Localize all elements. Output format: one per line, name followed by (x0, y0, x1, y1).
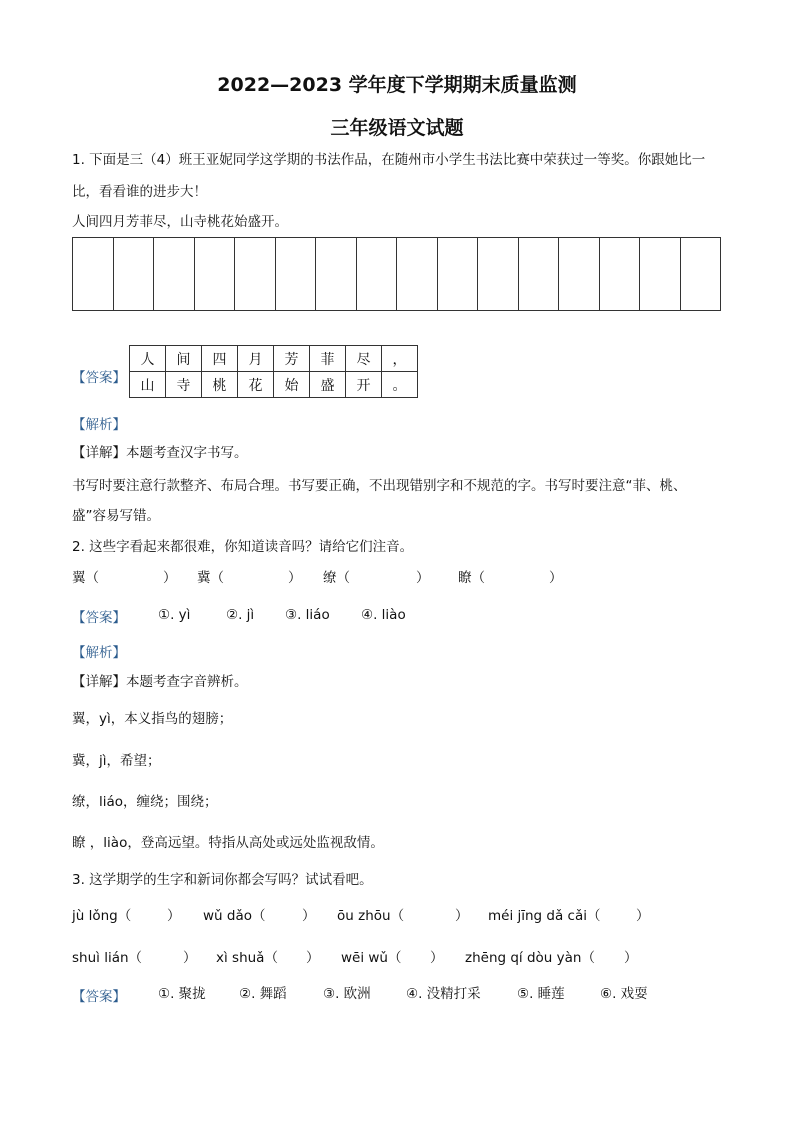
q1-explain-line2: 盛”容易写错。 (72, 508, 160, 524)
q3-pinyin: ōu zhōu（ (337, 908, 405, 924)
q2-answer: ①. yì (158, 607, 191, 623)
answer-cell: 开 (346, 372, 382, 398)
answer-cell: 四 (202, 346, 238, 372)
q1-text-line1: 1. 下面是三（4）班王亚妮同学这学期的书法作品，在随州市小学生书法比赛中荣获过一等奖。你跟她比一 (72, 152, 706, 168)
q3-blank-close: ） (167, 908, 181, 924)
q3-answer: ⑤. 睡莲 (517, 986, 565, 1002)
q2-line: 缭，liáo，缠绕；围绕； (72, 794, 218, 810)
q2-answer: ③. liáo (285, 607, 330, 623)
q3-pinyin: wēi wǔ（ (341, 950, 402, 966)
q2-line: 冀，jì，希望； (72, 753, 161, 769)
answer-cell: 。 (382, 372, 418, 398)
answer-cell: 间 (166, 346, 202, 372)
q2-answer: ④. liào (361, 607, 406, 623)
q2-blank-open: 翼（ (72, 570, 99, 586)
q2-question: 2. 这些字看起来都很难，你知道读音吗？请给它们注音。 (72, 539, 414, 555)
q2-detail: 【详解】本题考查字音辨析。 (72, 674, 248, 690)
answer-cell: 桃 (202, 372, 238, 398)
grid-cell[interactable] (681, 238, 721, 310)
q1-explain-line1: 书写时要注意行款整齐、布局合理。书写要正确，不出现错别字和不规范的字。书写时要注意“菲、桃、 (72, 478, 687, 494)
q3-blank-close: ） (636, 908, 650, 924)
q3-pinyin: xì shuǎ（ (216, 950, 278, 966)
answer-cell: 芳 (274, 346, 310, 372)
q3-blank-close: ） (183, 950, 197, 966)
answer-cell: ， (382, 346, 418, 372)
q3-blank-close: ） (430, 950, 444, 966)
q1-answer-table (129, 345, 418, 398)
q2-blank-close: ） (549, 570, 563, 586)
q2-answer-label: 【答案】 (72, 610, 126, 626)
q2-blank-open: 冀（ (197, 570, 224, 586)
page-title: 2022—2023 学年度下学期期末质量监测 (217, 74, 577, 96)
q3-answer: ⑥. 戏耍 (600, 986, 648, 1002)
q1-analysis-label: 【解析】 (72, 417, 126, 433)
grid-cell[interactable] (640, 238, 681, 310)
grid-cell[interactable] (114, 238, 155, 310)
q2-line: 瞭 ，liào，登高远望。特指从高处或远处监视敌情。 (72, 835, 384, 851)
grid-cell[interactable] (357, 238, 398, 310)
q2-analysis-label: 【解析】 (72, 645, 126, 661)
q3-question: 3. 这学期学的生字和新词你都会写吗？试试看吧。 (72, 872, 373, 888)
grid-cell[interactable] (276, 238, 317, 310)
answer-cell: 月 (238, 346, 274, 372)
answer-cell: 盛 (310, 372, 346, 398)
answer-cell: 尽 (346, 346, 382, 372)
q3-blank-close: ） (306, 950, 320, 966)
q2-blank-close: ） (288, 570, 302, 586)
grid-cell[interactable] (519, 238, 560, 310)
q3-pinyin: méi jīng dǎ cǎi（ (488, 908, 601, 924)
grid-cell[interactable] (73, 238, 114, 310)
q3-answer: ④. 没精打采 (406, 986, 481, 1002)
writing-grid[interactable] (72, 237, 721, 311)
grid-cell[interactable] (438, 238, 479, 310)
answer-cell: 花 (238, 372, 274, 398)
q3-blank-close: ） (624, 950, 638, 966)
q3-answer: ②. 舞蹈 (239, 986, 287, 1002)
q3-answer: ③. 欧洲 (323, 986, 371, 1002)
q3-pinyin: wǔ dǎo（ (203, 908, 266, 924)
answer-cell: 寺 (166, 372, 202, 398)
grid-cell[interactable] (600, 238, 641, 310)
answer-cell: 山 (130, 372, 166, 398)
q1-text-line2: 比，看看谁的进步大！ (72, 184, 207, 200)
q3-blank-close: ） (455, 908, 469, 924)
grid-cell[interactable] (235, 238, 276, 310)
q2-blank-close: ） (163, 570, 177, 586)
q3-answer-label: 【答案】 (72, 989, 126, 1005)
grid-cell[interactable] (195, 238, 236, 310)
grid-cell[interactable] (154, 238, 195, 310)
grid-cell[interactable] (559, 238, 600, 310)
answer-row-1 (130, 346, 418, 372)
answer-row-2 (130, 372, 418, 398)
q3-blank-close: ） (302, 908, 316, 924)
answer-cell: 始 (274, 372, 310, 398)
grid-cell[interactable] (316, 238, 357, 310)
q1-poem: 人间四月芳菲尽，山寺桃花始盛开。 (72, 214, 288, 230)
q3-pinyin: jù lǒng（ (72, 908, 132, 924)
q2-blank-open: 缭（ (323, 570, 350, 586)
q2-blank-close: ） (416, 570, 430, 586)
q1-detail: 【详解】本题考查汉字书写。 (72, 445, 248, 461)
q1-answer-label: 【答案】 (72, 370, 126, 386)
q2-line: 翼，yì，本义指鸟的翅膀； (72, 711, 233, 727)
q3-pinyin: shuì lián（ (72, 950, 143, 966)
page-subtitle: 三年级语文试题 (330, 117, 464, 139)
q2-answer: ②. jì (226, 607, 255, 623)
grid-cell[interactable] (397, 238, 438, 310)
q2-blank-open: 瞭（ (458, 570, 485, 586)
q3-pinyin: zhēng qí dòu yàn（ (465, 950, 595, 966)
grid-cell[interactable] (478, 238, 519, 310)
answer-cell: 人 (130, 346, 166, 372)
answer-cell: 菲 (310, 346, 346, 372)
q3-answer: ①. 聚拢 (158, 986, 206, 1002)
